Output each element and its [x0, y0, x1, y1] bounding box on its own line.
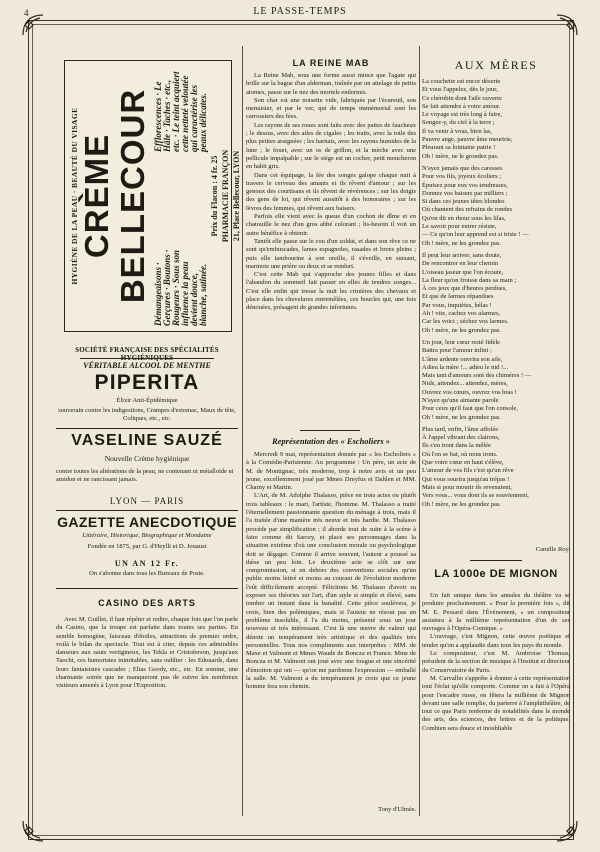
- paragraph: Son char est une noisette vide, fabriquée par l'écureuil, son menuisier, et par le ver, qui de temps immémorial sont les carrossiers des fées.: [246, 96, 416, 121]
- gazette-subtitle: Littéraire, Historique, Biographique et Mondaine: [82, 532, 212, 539]
- reine-mab-body: [246, 72, 416, 313]
- corner-ornament-icon: [20, 12, 46, 38]
- poem-line: Qui vous sourira jusqu'au trépas !: [422, 475, 510, 483]
- poem-line: Car les voici ; séchez vos larmes.: [422, 318, 509, 326]
- paragraph: Tantôt elle passe sur le cou d'un soldat, et dans son rêve ce ne sont qu'embuscades, lames espagnoles, rasades et broes pleins ; puis elle tambourine à son oreille, il s'éveille, en sursaut, marmote une prière ou deux et se rendort.: [246, 237, 416, 270]
- poem-line: Oh ! mère, ne le grondez pas.: [422, 152, 499, 160]
- poem-line: Par vous, inquiètes, hélas !: [422, 301, 492, 309]
- poem-line: Ouvrez vos cœurs, ouvrez vos bras !: [422, 388, 517, 396]
- paragraph: La Reine Mab, sous une forme aussi mince que l'agate qui brille sur la bague d'un alderman, traînée par un attelage de petits atomes, passe sur le nez des mortels endormis.: [246, 72, 416, 96]
- creme-bellecour-ad: HYGIÈNE DE LA PEAU · BEAUTÉ DU VISAGE CRÈME BELLECOUR Démangeaisons · Gerçures · Boutons · Rougeurs · Sous son influence la peau devient douce, blanche, satinée. Efflorescences · Le Hâle · Taches · etc., etc. · Le teint acquiert cette netteté veloutée qui caractérise les peaux délicates. Prix du Flacon : 4 fr. 25 PHARMACIE FRANÇON 21, Place Bellecour, LYON: [64, 60, 232, 332]
- column-rule: [242, 46, 243, 816]
- poem-line: Ce chérubin dont l'aile ouverte: [422, 94, 502, 102]
- poem-line: Mais si pour mourir ils revenaient,: [422, 483, 512, 491]
- poem-line: Il peut leur arriver, sans doute,: [422, 251, 502, 259]
- poem-line: Ah ! vite, cachez vos alarmes,: [422, 310, 501, 318]
- representation-body: [246, 451, 416, 692]
- poem-line: Oh ! mère, ne les grondez pas.: [422, 500, 502, 508]
- poem-line: L'âme ardente ouvrira son aile,: [422, 355, 503, 363]
- aux-meres-poem: [422, 78, 570, 509]
- poem-line: De rencontrer en leur chemin: [422, 260, 499, 268]
- poem-line: Plus tard, enfin, l'âme affolée: [422, 425, 499, 433]
- ad-price: Prix du Flacon : 4 fr. 25: [210, 155, 219, 237]
- poem-line: Battra pour l'amour infini ;: [422, 347, 492, 355]
- paragraph: Mercredi 9 mai, représentation donnée par « les Escholiers » à la Comédie-Parisienne. Au programme : Un père, un acte de M. de Montignac, très moderne, trop à notre avis et un peu jeune, excellemment joué par Mmes Dreyfus et Dahlen et MM. Charny et Martin.: [246, 451, 416, 492]
- poem-line: Le voyage est très long à faire,: [422, 111, 502, 119]
- poem-line: L'oiseau jaseur que l'on écoute,: [422, 268, 504, 276]
- ad-pharmacy: PHARMACIE FRANÇON: [221, 149, 230, 243]
- poem-line: Pleurant sa lointaine patrie !: [422, 144, 496, 152]
- poem-line: Que votre cœur en haut s'élève,: [422, 459, 504, 467]
- societe-heading: SOCIÉTÉ FRANÇAISE DES SPÉCIALITÉS HYGIÉNIQUES: [75, 346, 219, 362]
- poem-line: Il va venir à vous, bien las,: [422, 127, 493, 135]
- gazette-note: On s'abonne dans tous les Bureaux de Poste.: [89, 570, 205, 577]
- paragraph: Dans cet équipage, la fée des songes galope chaque nuit à travers le cerveau des amants et ils rêvent d'amour ; sur les genoux des courtisans et ils rêvent de révérences ; sur les doigts des gens de loi, qui rêvent aussitôt à des honoraires ; sur les lèvres des femmes, qui rêvent aux baisers.: [246, 171, 416, 212]
- aux-meres-signature: Camille Roy.: [535, 546, 570, 553]
- representation-signature: Tony d'Ulmès.: [378, 806, 416, 813]
- divider: [470, 560, 522, 561]
- poem-line: Et que de larmes répandues: [422, 293, 494, 301]
- poem-line: À ces jeux que d'heures perdues,: [422, 285, 507, 293]
- reine-mab-title: LA REINE MAB: [292, 58, 370, 68]
- divider: [56, 428, 238, 429]
- aux-meres-title: AUX MÈRES: [454, 58, 538, 72]
- poem-line: Oh ! mère, ne les grondez pas.: [422, 413, 502, 421]
- piperita-subtitle: VÉRITABLE ALCOOL DE MENTHE: [83, 361, 211, 370]
- casino-title: CASINO DES ARTS: [98, 598, 196, 608]
- corner-ornament-icon: [20, 818, 46, 844]
- poem-line: La couchette est encor déserte: [422, 78, 501, 85]
- representation-title: Représentation des « Escholiers »: [271, 436, 391, 446]
- paragraph: Parfois elle vient avec la queue d'un cochon de dîme et en chatouille le nez d'un gros abbé colorant ; lis-besoin il voit un autre bénéfice à obtenir.: [246, 213, 416, 237]
- column-rule: [419, 46, 420, 816]
- vaseline-city: LYON — PARIS: [109, 496, 185, 506]
- vaseline-body: contre toutes les altérations de la peau, ne contenant ni métalloïde ni amidon et ne rancissant jamais.: [56, 468, 234, 483]
- ad-address: 21, Place Bellecour, LYON: [232, 150, 241, 242]
- poem-line: À l'appel vibrant des clairons,: [422, 434, 500, 442]
- paragraph: L'ouvrage, c'est Mignon, cette œuvre poétique et tendre qu'on a applaudie dans tous les pays du monde.: [422, 633, 570, 649]
- poem-line: L'amour de vos fils c'est qu'un rêve: [422, 467, 514, 475]
- ad-col-right: Efflorescences · Le Hâle · Taches · etc., etc. · Le teint acquiert cette netteté veloutée qui caractérise les peaux délicates.: [153, 71, 208, 152]
- running-head: LE PASSE-TEMPS: [253, 6, 347, 17]
- poem-line: N'ayez qu'une aimante parole: [422, 396, 499, 404]
- ad-tag-right: BEAUTÉ DU VISAGE: [70, 107, 79, 188]
- poem-line: Pour ceux qu'il faut que l'on console,: [422, 405, 519, 413]
- poem-line: Oh ! mère, ne les grondez pas.: [422, 326, 502, 334]
- piperita-body: souverain contre les indigestions, Crampes d'estomac, Maux de tête, Coliques, etc., etc.: [58, 407, 236, 422]
- divider: [56, 510, 238, 511]
- mignon-body: [422, 592, 570, 733]
- poem-line: Et vous l'appelez, dès le jour,: [422, 86, 498, 94]
- gazette-founded: Fondée en 1875, par G. d'Heylli et D. Jouaust: [87, 543, 207, 550]
- poem-line: Pour vos fils, joyeux écoliers ;: [422, 173, 502, 181]
- piperita-desc: Élixir Anti-Épidémique: [116, 397, 178, 404]
- divider: [56, 588, 238, 589]
- poem-line: Où l'on se bat, où nous irons.: [422, 450, 498, 458]
- divider: [300, 430, 360, 431]
- ad-tag-left: HYGIÈNE DE LA PEAU: [70, 195, 79, 285]
- poem-line: Le savoir pour entrer résiste,: [422, 223, 497, 231]
- casino-body: Avec M. Guillet, il faut répéter et redire, chaque fois que l'on parle du Casino, que la troupe est parfaite dans toutes ses parties. En semble homogène, faisceau d'étoiles, attractions de premier ordre, voilà le bilan du spectacle. Tout est à citer, depuis ces admirables danseurs aux sauts vertigineux, les Tekla et Cristoferson, jusqu'aux Taochi, ces humoristes inimitables, sans oublier : les Edouards, dans leurs fantaisistes cascades ; Elias Goody, etc., etc. En somme, une charmante soirée que ne manqueront pas de suivre les nombreux visiteurs amenés à Lyon pour l'Exposition.: [56, 616, 238, 690]
- poem-line: Ils s'en iront dans la mêlée: [422, 442, 491, 450]
- poem-line: N'ayez jamais que des caresses: [422, 164, 503, 172]
- poem-line: Vers vous... vous dont ils se souviennent,: [422, 492, 529, 500]
- poem-line: Se fait attendre à votre amour.: [422, 102, 501, 110]
- ad-col-left: Démangeaisons · Gerçures · Boutons · Rougeurs · Sous son influence la peau devient douce, blanche, satinée.: [153, 249, 208, 326]
- paragraph: L'Art, de M. Adolphe Thalasso, pièce en trois actes ou plutôt trois tableaux : le mari, l'artiste, l'homme. M. Thalasso a traité l'éternellement passionnante question du ménage à trois, mais il l'a traitée d'une manière très neuve et très hardie. M. Thalasso procède par simplification ; il aborde tout de suite à la scène à faire comme dit Sarcey, et place ses personnages dans la situation extrême d'où une conclusion morale ou psychologique doit se dégager. Comme il arrive souvent, l'auteur a poussé sa thèse un peu loin. Le deuxième acte se clôt sur une compromission, si en dehors des conventions sociales qu'un public moins lettré et moins au courant de l'évolution moderne l'eût difficilement accepté. Félicitons M. Thalasso d'avoir su exposer ses théories sur l'art, d'un style si simple et élevé, sans tomber un instant dans la banalité. Cette pièce soulèvera, je crois, bien des polémiques, mais si l'auteur ne résout pas un problème insoluble, il l'a du moins, présenté sous un jour nouveau et très intéressant. C'est là une œuvre de valeur qui dénote un tempérament très artistique et des qualités très personnelles. Tous nos compliments aux interprètes : MM. de Maxe et Valmont et Mmes Waude de Boncza et France. Mme de Boncza et M. Valmont ont joué avec une fougue et une sincérité d'émotion qui ont — qu'on me pardonne l'expression — emballé la salle. M. Valmont a du tempérament je crois que ce jeune homme fera son chemin.: [246, 492, 416, 691]
- corner-ornament-icon: [554, 12, 580, 38]
- poem-line: Si dans ces jeunes têtes blondes: [422, 198, 505, 206]
- poem-line: Mais tant d'amours sont des chimères ! —: [422, 372, 532, 380]
- piperita-title: PIPERITA: [94, 371, 200, 394]
- poem-line: Pauvre ange, pauvre âme meurtrie,: [422, 136, 513, 144]
- poem-line: Où chantent des refrains de rondes: [422, 206, 513, 214]
- mignon-title: LA 1000e DE MIGNON: [434, 568, 558, 580]
- poem-line: Adieu la mère !... adieu le nid !...: [422, 363, 509, 371]
- paragraph: Le compositeur, c'est M. Ambroise Thomas, président de la section de musique à l'Institut et directeur du Conservatoire de Paris.: [422, 650, 570, 674]
- vaseline-title: VASELINE SAUZÉ: [71, 432, 223, 449]
- divider: [80, 358, 214, 359]
- poem-line: Épuisez pour eux vos tendresses,: [422, 181, 508, 189]
- poem-line: Oh ! mère, ne les grondez pas.: [422, 239, 502, 247]
- poem-line: Songez-y, du ciel à la terre ;: [422, 119, 495, 127]
- gazette-price: UN AN 12 Fr.: [114, 559, 180, 568]
- poem-line: La fleur qu'on froisse dans sa main ;: [422, 276, 517, 284]
- poem-line: — Ce qu'on leur apprend est si triste ! —: [422, 231, 529, 239]
- page-number: 4: [24, 8, 29, 18]
- ad-title: CRÈME BELLECOUR: [78, 88, 151, 304]
- gazette-title: GAZETTE ANECDOTIQUE: [57, 514, 237, 530]
- paragraph: Les rayons de ses roues sont faits avec des pattes de faucheux ; le dessus, avec des ailes de cigales ; les traits, avec la toile des plus petites araignées ; les harnais, avec les rayons humides de la lune ; le fouet, avec un os de grillon, et la mèche avec une pellicule impalpable ; sur le siège est un cocher, petit moucheron en habit gris.: [246, 121, 416, 171]
- poem-line: Qu'on dit en rhour sous les lilas,: [422, 214, 506, 222]
- poem-line: Nids, attendez... attendez, mères,: [422, 380, 508, 388]
- paragraph: M. Carvalho s'apprête à donner à cette représentation tout l'éclat qu'elle comporte. Comme on a fait à l'Opéra pour l'escadre russe, on fêtera la millième de Mignon devant une salle remplie, du parterre à l'amphithéâtre, de tout ce que Paris renferme de notabilités dans le monde des arts, des sciences, des lettres et de la politique. Combien sera douce et inoubliable: [422, 674, 570, 732]
- paragraph: Un fait unique dans les annales du théâtre va se produire prochainement. « Pour la première fois », dit M. E. Pessard dans l'Événement, « un compositeur assistera à la millième représentation d'un de ses ouvrages à l'Opéra-Comique. »: [422, 592, 570, 633]
- corner-ornament-icon: [554, 818, 580, 844]
- paragraph: C'est cette Mab qui s'approche des jeunes filles et dans l'abandon du sommeil fait passer en elles de tendres songes... C'est elle enfin qui tresse la nuit les crinières des chevaux et place dans les chevelures entremêlées, ces boucles qui, une fois dénouées, présagent de grandes infortunes.: [246, 271, 416, 312]
- poem-line: Un jour, leur cœur resté fidèle: [422, 338, 501, 346]
- vaseline-subtitle: Nouvelle Crème hygiénique: [104, 454, 190, 463]
- poem-line: Donnez vos baisers par milliers ;: [422, 189, 508, 197]
